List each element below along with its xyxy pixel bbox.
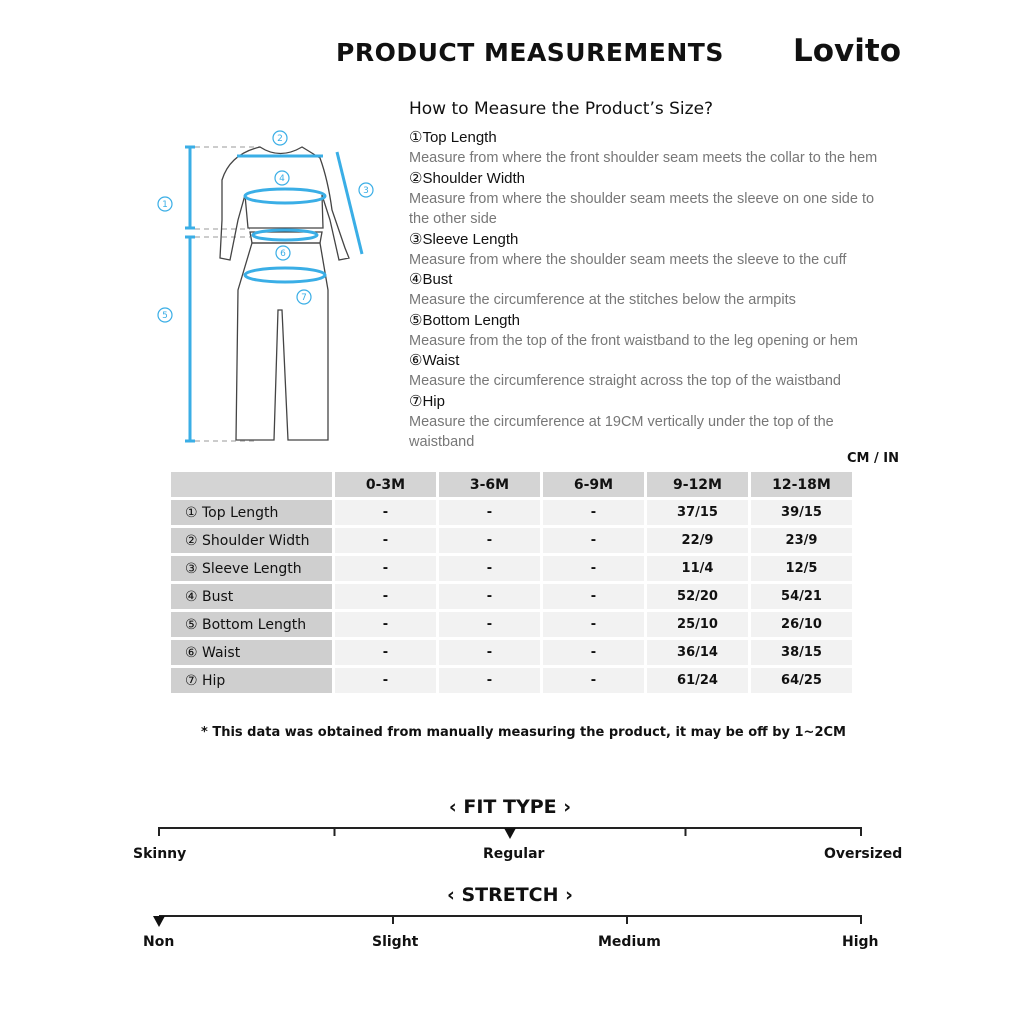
fit-label-oversized: Oversized: [824, 846, 903, 862]
table-cell: 12/5: [751, 556, 852, 581]
table-cell: 11/4: [647, 556, 748, 581]
table-cell: 26/10: [751, 612, 852, 637]
table-cell: 61/24: [647, 668, 748, 693]
table-cell: 23/9: [751, 528, 852, 553]
stretch-scale: [150, 910, 870, 932]
fit-type-title: ‹ FIT TYPE ›: [448, 796, 572, 818]
table-cell: -: [439, 612, 540, 637]
table-row: [171, 612, 852, 637]
guide-heading: How to Measure the Product’s Size?: [409, 99, 714, 119]
measure-guide-list: [409, 128, 889, 453]
sleeve-length-line: [337, 152, 362, 254]
marker-2: 2: [277, 134, 283, 144]
table-cell: -: [439, 668, 540, 693]
marker-7: 7: [301, 293, 307, 303]
table-cell: -: [335, 500, 436, 525]
table-cell: -: [543, 556, 644, 581]
stretch-title: ‹ STRETCH ›: [447, 884, 573, 906]
table-row: [171, 668, 852, 693]
table-cell: 25/10: [647, 612, 748, 637]
column-header: 9-12M: [647, 472, 748, 497]
table-cell: -: [543, 640, 644, 665]
fit-type-marker: [504, 828, 516, 839]
table-cell: 52/20: [647, 584, 748, 609]
table-cell: -: [543, 584, 644, 609]
size-table: [168, 469, 855, 696]
table-cell: -: [335, 668, 436, 693]
table-cell: -: [335, 556, 436, 581]
table-cell: 39/15: [751, 500, 852, 525]
stretch-label-non: Non: [143, 934, 175, 950]
table-corner: [171, 472, 332, 497]
stretch-marker: [153, 916, 165, 927]
table-cell: -: [439, 640, 540, 665]
waist-line: [253, 230, 317, 240]
table-cell: -: [335, 528, 436, 553]
marker-6: 6: [280, 249, 286, 259]
measure-lines: [185, 147, 362, 441]
table-row: [171, 640, 852, 665]
row-label: ⑦ Hip: [171, 668, 332, 693]
column-header: 3-6M: [439, 472, 540, 497]
guide-item: ④Bust Measure the circumference at the stitches below the armpits: [409, 271, 796, 308]
row-label: ⑤ Bottom Length: [171, 612, 332, 637]
fit-label-skinny: Skinny: [133, 846, 187, 862]
stretch-label-high: High: [842, 934, 879, 950]
hip-line: [245, 268, 325, 282]
stretch-label-medium: Medium: [598, 934, 661, 950]
guide-item: ①Top Length Measure from where the front shoulder seam meets the collar to the hem: [409, 129, 878, 166]
table-cell: 54/21: [751, 584, 852, 609]
brand-logo: Lovito: [793, 33, 902, 69]
table-cell: -: [335, 584, 436, 609]
table-cell: 38/15: [751, 640, 852, 665]
table-cell: 36/14: [647, 640, 748, 665]
stretch-label-slight: Slight: [372, 934, 419, 950]
row-label: ① Top Length: [171, 500, 332, 525]
table-row: [171, 500, 852, 525]
table-cell: -: [543, 500, 644, 525]
garment-outline: [220, 147, 349, 440]
fit-type-scale: [150, 822, 870, 844]
table-cell: -: [335, 640, 436, 665]
unit-label: CM / IN: [847, 451, 899, 466]
table-row: [171, 528, 852, 553]
column-header: 12-18M: [751, 472, 852, 497]
table-cell: -: [543, 528, 644, 553]
table-cell: 22/9: [647, 528, 748, 553]
table-cell: -: [439, 556, 540, 581]
column-header: 0-3M: [335, 472, 436, 497]
row-label: ② Shoulder Width: [171, 528, 332, 553]
table-cell: -: [543, 668, 644, 693]
table-cell: -: [439, 500, 540, 525]
guide-item: ③Sleeve Length Measure from where the shoulder seam meets the sleeve to the cuff: [409, 230, 847, 268]
table-header-row: [171, 472, 852, 497]
marker-5: 5: [162, 311, 168, 321]
marker-1: 1: [162, 200, 168, 210]
fit-label-regular: Regular: [483, 846, 545, 862]
table-cell: 64/25: [751, 668, 852, 693]
row-label: ③ Sleeve Length: [171, 556, 332, 581]
table-cell: 37/15: [647, 500, 748, 525]
garment-diagram: [150, 120, 390, 450]
marker-3: 3: [363, 186, 369, 196]
table-row: [171, 556, 852, 581]
column-header: 6-9M: [543, 472, 644, 497]
guide-item: ⑦Hip Measure the circumference at 19CM vertically under the top of the waistband: [409, 392, 834, 450]
row-label: ④ Bust: [171, 584, 332, 609]
bust-line: [245, 189, 325, 203]
table-cell: -: [439, 528, 540, 553]
marker-4: 4: [279, 174, 285, 184]
guide-item: ⑥Waist Measure the circumference straight across the top of the waistband: [409, 352, 841, 389]
measurement-note: * This data was obtained from manually measuring the product, it may be off by 1~2CM: [201, 725, 846, 740]
table-cell: -: [439, 584, 540, 609]
row-label: ⑥ Waist: [171, 640, 332, 665]
table-row: [171, 584, 852, 609]
table-cell: -: [335, 612, 436, 637]
page-title: PRODUCT MEASUREMENTS: [336, 38, 724, 67]
guide-item: ⑤Bottom Length Measure from the top of the front waistband to the leg opening or hem: [409, 311, 858, 349]
table-cell: -: [543, 612, 644, 637]
guide-item: ②Shoulder Width Measure from where the shoulder seam meets the sleeve on one side to the other side: [409, 169, 875, 227]
